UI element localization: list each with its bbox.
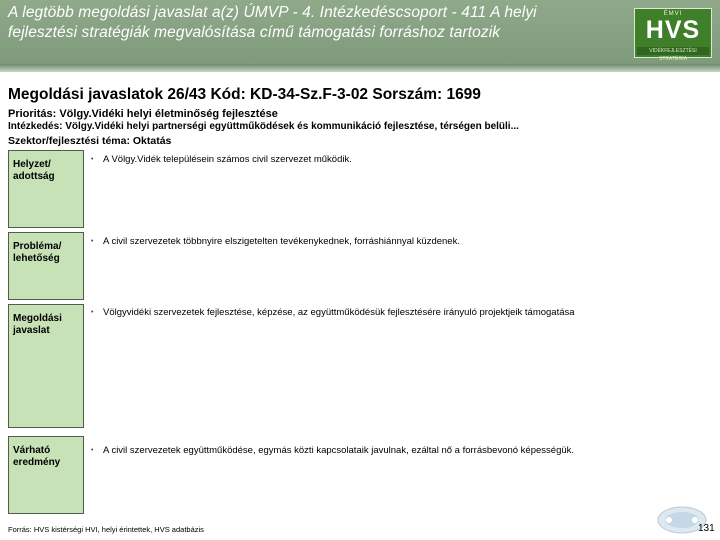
page-title: Megoldási javaslatok 26/43 Kód: KD-34-Sz.F-3-02 Sorszám: 1699 bbox=[8, 86, 481, 103]
priority-line: Prioritás: Völgy.Vidéki helyi életminőség fejlesztése bbox=[8, 108, 278, 120]
hvs-logo bbox=[634, 8, 712, 62]
row-text-solution: • Völgyvidéki szervezetek fejlesztése, képzése, az együttműködésük fejlesztésére irányuló projektjeik támogatása bbox=[91, 307, 575, 318]
row-text-problem: • A civil szervezetek többnyire elszigetelten tevékenykednek, forráshiánnyal küzdenek. bbox=[91, 236, 460, 247]
bullet-icon: • bbox=[91, 309, 94, 316]
logo-sub-text: VIDÉKFEJLESZTÉSI STRATÉGIA bbox=[637, 47, 709, 55]
row-label-line2: lehetőség bbox=[13, 253, 60, 264]
header-title-line1: A legtöbb megoldási javaslat a(z) ÚMVP - 4. Intézkedéscsoport - 411 A helyi bbox=[8, 4, 537, 21]
bullet-icon: • bbox=[91, 238, 94, 245]
row-label-line2: adottság bbox=[13, 171, 55, 182]
row-label-result bbox=[8, 436, 84, 514]
row-label-line1: Helyzet/ bbox=[13, 159, 51, 170]
row-label-line2: eredmény bbox=[13, 457, 61, 468]
row-label-line1: Várható bbox=[13, 445, 51, 456]
logo-main-text: HVS bbox=[645, 16, 701, 44]
header-divider-band bbox=[0, 64, 720, 72]
row-label-solution bbox=[8, 304, 84, 428]
sector-line: Szektor/fejlesztési téma: Oktatás bbox=[8, 135, 172, 147]
row-label-line1: Probléma/ bbox=[13, 241, 62, 252]
header-banner bbox=[0, 0, 720, 64]
row-label-line2: javaslat bbox=[13, 325, 50, 336]
bullet-icon: • bbox=[91, 447, 94, 454]
header-title bbox=[8, 3, 608, 43]
header-title-line2: fejlesztési stratégiák megvalósítása című támogatási forráshoz tartozik bbox=[8, 24, 501, 41]
row-text-result: • A civil szervezetek együttműködése, egymás közti kapcsolataik javulnak, ezáltal nő a forrásbevonó képességük. bbox=[91, 445, 575, 456]
bullet-icon: • bbox=[91, 156, 94, 163]
row-label-problem bbox=[8, 232, 84, 300]
measure-line: Intézkedés: Völgy.Vidéki helyi partnerségi együttműködések és kommunikáció fejlesztése, térségen belüli... bbox=[8, 121, 519, 132]
row-label-line1: Megoldási bbox=[13, 313, 62, 324]
logo-top-text: ÉMVI bbox=[663, 11, 683, 17]
page-number: 131 bbox=[698, 523, 715, 534]
row-text-situation: • A Völgy.Vidék településein számos civil szervezet működik. bbox=[91, 154, 352, 165]
source-footer: Forrás: HVS kistérségi HVI, helyi érintettek, HVS adatbázis bbox=[8, 525, 204, 534]
row-label-situation bbox=[8, 150, 84, 228]
